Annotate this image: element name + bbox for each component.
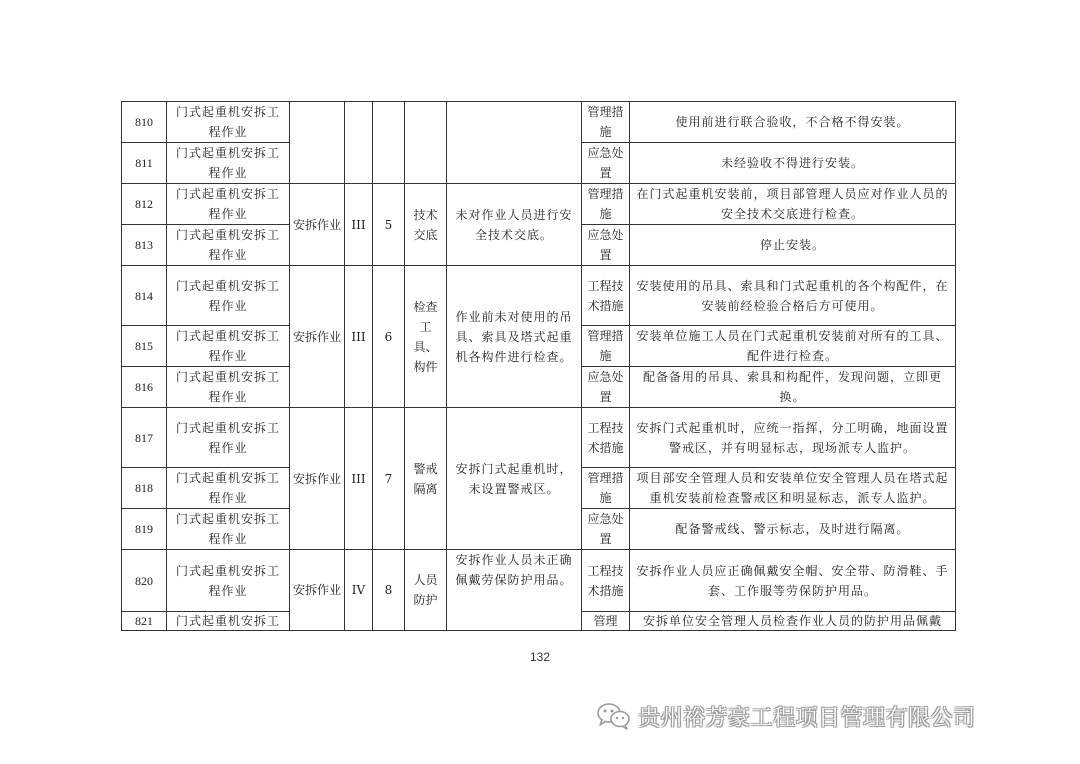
measure-type: 管理措施 xyxy=(582,102,630,143)
control-measure: 未经验收不得进行安装。 xyxy=(630,143,956,184)
risk-level: III xyxy=(345,408,373,550)
measure-type: 应急处置 xyxy=(582,367,630,408)
row-number: 820 xyxy=(122,550,167,612)
project-name: 门式起重机安拆工程作业 xyxy=(167,225,290,266)
project-name: 门式起重机安拆工程作业 xyxy=(167,266,290,326)
project-name: 门式起重机安拆工程作业 xyxy=(167,102,290,143)
work-activity: 安拆作业 xyxy=(290,266,345,408)
row-number: 816 xyxy=(122,367,167,408)
control-measure: 停止安装。 xyxy=(630,225,956,266)
project-name: 门式起重机安拆工程作业 xyxy=(167,408,290,468)
work-activity: 安拆作业 xyxy=(290,184,345,266)
measure-type: 工程技术措施 xyxy=(582,550,630,612)
row-number: 813 xyxy=(122,225,167,266)
project-name: 门式起重机安拆工程作业 xyxy=(167,143,290,184)
project-name: 门式起重机安拆工程作业 xyxy=(167,509,290,550)
control-measure: 项目部安全管理人员和安装单位安全管理人员在塔式起重机安装前检查警戒区和明显标志，派专人监护。 xyxy=(630,468,956,509)
empty-cell xyxy=(447,102,582,184)
watermark xyxy=(594,700,976,732)
row-number: 812 xyxy=(122,184,167,225)
measure-type: 管理措施 xyxy=(582,468,630,509)
control-measure: 使用前进行联合验收，不合格不得安装。 xyxy=(630,102,956,143)
page-number: 132 xyxy=(529,650,551,664)
work-activity: 安拆作业 xyxy=(290,408,345,550)
control-measure: 安装单位施工人员在门式起重机安装前对所有的工具、配件进行检查。 xyxy=(630,326,956,367)
hazard-index: 6 xyxy=(373,266,405,408)
project-name: 门式起重机安拆工程作业 xyxy=(167,468,290,509)
table-row xyxy=(122,102,956,143)
empty-cell xyxy=(345,102,373,184)
control-measure: 配备警戒线、警示标志，及时进行隔离。 xyxy=(630,509,956,550)
hazard-name: 人员防护 xyxy=(405,550,447,631)
row-number: 821 xyxy=(122,612,167,631)
measure-type: 管理措施 xyxy=(582,326,630,367)
project-name: 门式起重机安拆工程作业 xyxy=(167,184,290,225)
hazard-name: 检查工具、构件 xyxy=(405,266,447,408)
hazard-cause: 安拆门式起重机时，未设置警戒区。 xyxy=(447,408,582,550)
hazard-index: 7 xyxy=(373,408,405,550)
measure-type: 应急处置 xyxy=(582,509,630,550)
risk-level: III xyxy=(345,266,373,408)
project-name: 门式起重机安拆工 xyxy=(167,612,290,631)
project-name: 门式起重机安拆工程作业 xyxy=(167,367,290,408)
measure-type: 管理 xyxy=(582,612,630,631)
risk-level: IV xyxy=(345,550,373,631)
measure-type: 管理措施 xyxy=(582,184,630,225)
hazard-name: 警戒隔离 xyxy=(405,408,447,550)
work-activity: 安拆作业 xyxy=(290,550,345,631)
row-number: 811 xyxy=(122,143,167,184)
watermark-text: 贵州裕芳豪工程项目管理有限公司 xyxy=(638,705,976,731)
measure-type: 应急处置 xyxy=(582,225,630,266)
hazard-cause: 安拆作业人员未正确佩戴劳保防护用品。 xyxy=(447,550,582,631)
table-row xyxy=(122,408,956,468)
hazard-table xyxy=(121,101,956,631)
table-row xyxy=(122,550,956,612)
control-measure: 安拆门式起重机时，应统一指挥，分工明确，地面设置警戒区，并有明显标志，现场派专人监护。 xyxy=(630,408,956,468)
row-number: 814 xyxy=(122,266,167,326)
table-row xyxy=(122,266,956,326)
empty-cell xyxy=(373,102,405,184)
row-number: 818 xyxy=(122,468,167,509)
risk-level: III xyxy=(345,184,373,266)
row-number: 810 xyxy=(122,102,167,143)
project-name: 门式起重机安拆工程作业 xyxy=(167,326,290,367)
control-measure: 安拆作业人员应正确佩戴安全帽、安全带、防滑鞋、手套、工作服等劳保防护用品。 xyxy=(630,550,956,612)
wechat-icon xyxy=(594,700,634,732)
table-row xyxy=(122,184,956,225)
row-number: 815 xyxy=(122,326,167,367)
measure-type: 应急处置 xyxy=(582,143,630,184)
hazard-index: 8 xyxy=(373,550,405,631)
hazard-cause: 未对作业人员进行安全技术交底。 xyxy=(447,184,582,266)
control-measure: 配备备用的吊具、索具和构配件，发现问题，立即更换。 xyxy=(630,367,956,408)
measure-type: 工程技术措施 xyxy=(582,408,630,468)
hazard-name: 技术交底 xyxy=(405,184,447,266)
hazard-cause: 作业前未对使用的吊具、索具及塔式起重机各构件进行检查。 xyxy=(447,266,582,408)
control-measure: 安拆单位安全管理人员检查作业人员的防护用品佩戴 xyxy=(630,612,956,631)
empty-cell xyxy=(405,102,447,184)
row-number: 819 xyxy=(122,509,167,550)
control-measure: 在门式起重机安装前，项目部管理人员应对作业人员的安全技术交底进行检查。 xyxy=(630,184,956,225)
project-name: 门式起重机安拆工程作业 xyxy=(167,550,290,612)
row-number: 817 xyxy=(122,408,167,468)
empty-cell xyxy=(290,102,345,184)
hazard-index: 5 xyxy=(373,184,405,266)
control-measure: 安装使用的吊具、索具和门式起重机的各个构配件，在安装前经检验合格后方可使用。 xyxy=(630,266,956,326)
measure-type: 工程技术措施 xyxy=(582,266,630,326)
